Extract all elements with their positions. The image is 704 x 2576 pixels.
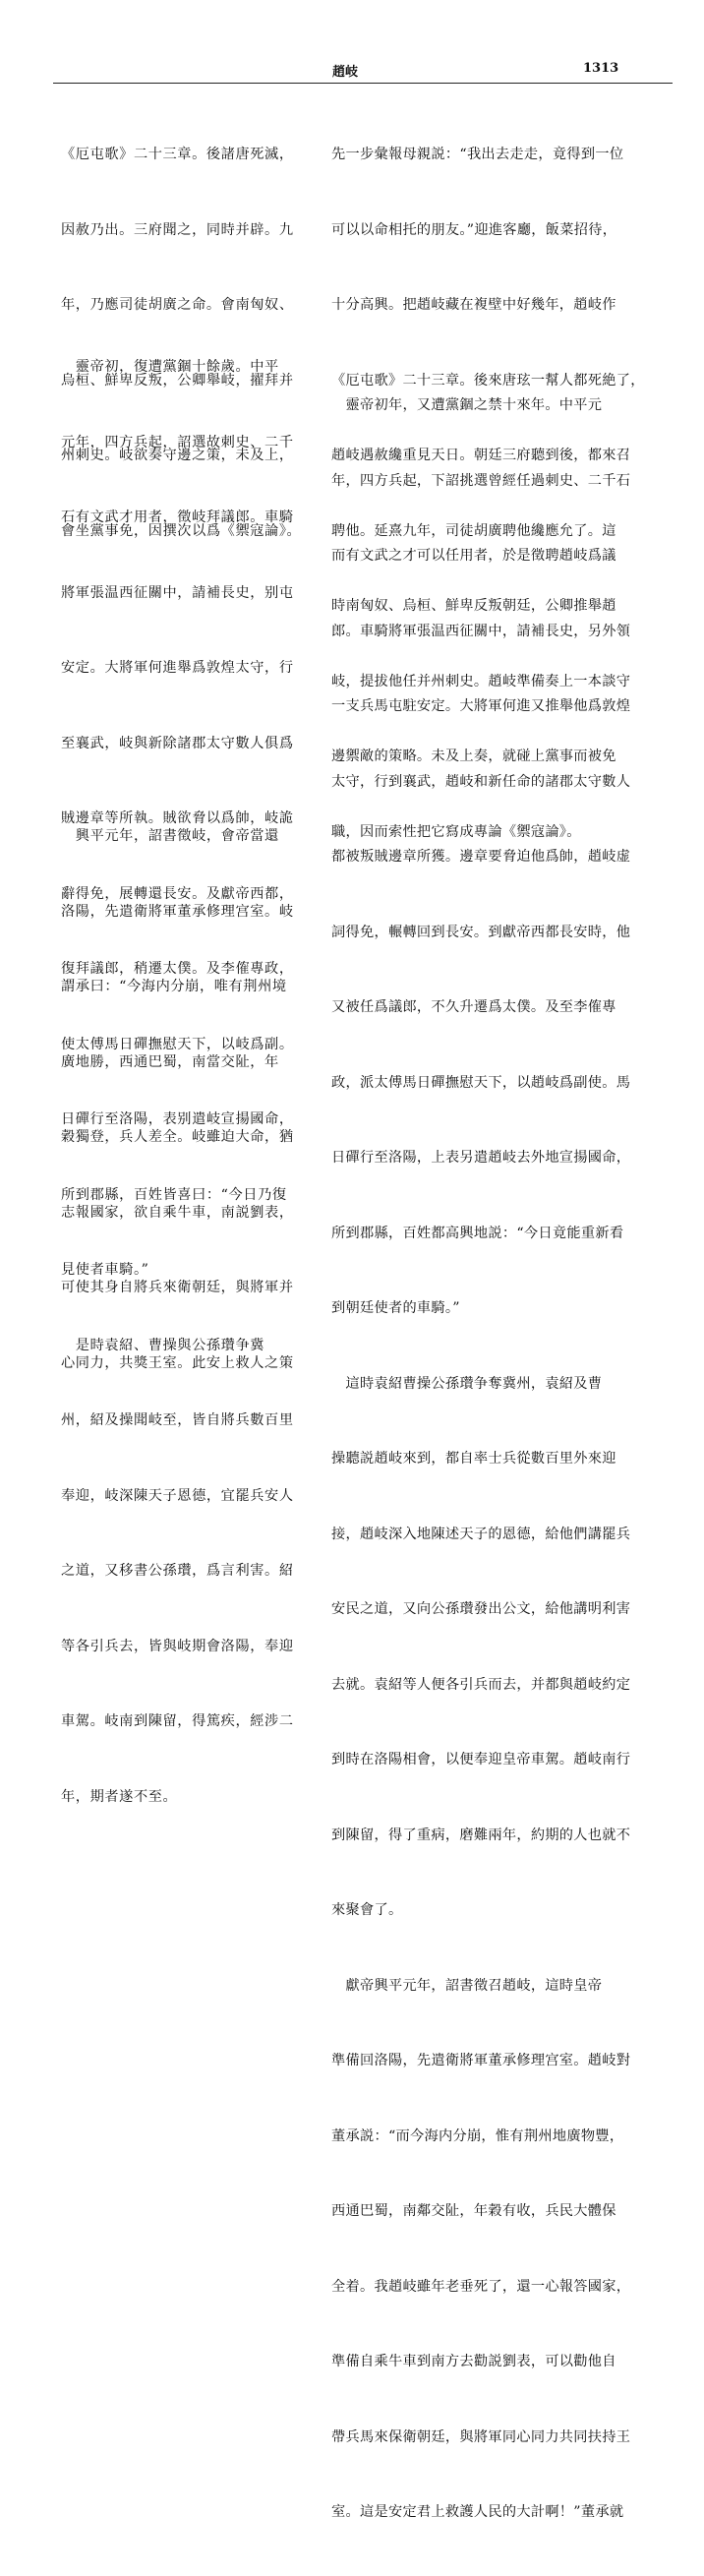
text-line: 來聚會了。 [331, 1902, 403, 1918]
text-line: 因赦乃出。三府聞之，同時并辟。九 [61, 221, 294, 238]
text-line: 去就。袁紹等人便各引兵而去，并都與趙岐約定 [331, 1676, 631, 1693]
text-line: 郎。車騎將軍張温西征關中，請補長史，另外領 [331, 623, 631, 639]
text-line: 帶兵馬來保衛朝廷，與將軍同心同力共同扶持王 [331, 2428, 631, 2445]
text-line: 州，紹及操聞岐至，皆自將兵數百里 [61, 1412, 294, 1428]
text-line: 可以以命相托的朋友。”迎進客廳，飯菜招待， [331, 221, 617, 238]
text-line: 時南匈奴、烏桓、鮮卑反叛朝廷，公卿推舉趙 [331, 598, 616, 614]
text-line: 賊邊章等所執。賊欲脅以爲帥，岐詭 [61, 810, 294, 826]
text-line: 獻帝興平元年，詔書徵召趙岐，這時皇帝 [331, 1977, 603, 1994]
text-line: 聘他。延熹九年，司徒胡廣聘他纔應允了。這 [331, 522, 616, 539]
text-line: 岐，提拔他任并州刺史。趙岐準備奏上一本談守 [331, 673, 631, 689]
text-line: 準備回洛陽，先遣衛將軍董承修理宫室。趙岐對 [331, 2053, 631, 2068]
text-line: 心同力，共獎王室。此安上救人之策 [61, 1354, 294, 1371]
page-number: 1313 [583, 61, 619, 76]
text-line: 都被叛賊邊章所獲。邊章要脅迫他爲帥，趙岐虚 [331, 849, 631, 865]
text-line: 穀獨登，兵人差全。岐雖迫大命，猶 [61, 1129, 294, 1145]
text-line: 日磾行至洛陽，上表另遣趙岐去外地宣揚國命， [331, 1150, 631, 1166]
text-line: 邊禦敵的策略。未及上奏，就碰上黨事而被免 [331, 749, 616, 764]
text-line: 年，乃應司徒胡廣之命。會南匈奴、 [61, 297, 294, 313]
text-line: 十分高興。把趙岐藏在複壁中好幾年，趙岐作 [331, 297, 616, 313]
text-line: 可使其身自將兵來衛朝廷，與將軍并 [61, 1280, 294, 1295]
text-line: 元年，四方兵起，詔選故刺史、二千 [61, 434, 294, 450]
text-line: 操聽説趙岐來到，都自率士兵從數百里外來迎 [331, 1451, 616, 1467]
header-rule [53, 83, 673, 84]
running-header-title: 趙岐 [332, 65, 359, 80]
text-line: 到朝廷使者的車騎。” [331, 1300, 460, 1316]
text-line: 而有文武之才可以任用者，於是徵聘趙岐爲議 [331, 548, 616, 564]
text-line: 所到郡縣，百姓皆喜曰：“今日乃復 [61, 1186, 287, 1203]
text-line: 靈帝初年，又遭黨錮之禁十來年。中平元 [331, 397, 603, 413]
text-line: 車駕。岐南到陳留，得篤疾，經涉二 [61, 1713, 294, 1729]
text-line: 石有文武才用者，徵岐拜議郎。車騎 [61, 509, 294, 525]
text-line: 又被任爲議郎，不久升遷爲太僕。及至李傕專 [331, 999, 616, 1015]
text-line: 到陳留，得了重病，磨難兩年，約期的人也就不 [331, 1827, 631, 1843]
text-line: 是時袁紹、曹操與公孫瓚争冀 [61, 1337, 265, 1353]
text-line: 洛陽，先遣衛將軍董承修理宫室。岐 [61, 903, 294, 920]
text-line: 復拜議郎，稍遷太僕。及李傕專政， [61, 961, 294, 977]
text-line: 至襄武，岐與新除諸郡太守數人俱爲 [61, 735, 294, 751]
text-line: 先一步彙報母親説：“我出去走走，竟得到一位 [331, 147, 624, 162]
text-line: 安民之道，又向公孫瓚發出公文，給他講明利害 [331, 1601, 631, 1617]
text-line: 安定。大將軍何進舉爲敦煌太守，行 [61, 660, 294, 676]
text-line: 詞得免，輾轉回到長安。到獻帝西都長安時，他 [331, 924, 631, 940]
text-line: 奉迎，岐深陳天子恩德，宜罷兵安人 [61, 1487, 294, 1504]
text-line: 州刺史。岐欲奏守邊之策，未及上， [61, 448, 294, 463]
text-line: 太守，行到襄武，趙岐和新任命的諸郡太守數人 [331, 773, 631, 790]
text-line: 辭得免，展轉還長安。及獻帝西都， [61, 885, 294, 902]
text-line: 《厄屯歌》二十三章。後諸唐死滅， [61, 147, 294, 162]
text-line: 烏桓、鮮卑反叛，公卿舉岐，擢拜并 [61, 372, 294, 389]
text-line: 這時袁紹曹操公孫瓚争奪冀州，袁紹及曹 [331, 1375, 603, 1392]
text-line: 等各引兵去，皆與岐期會洛陽，奉迎 [61, 1638, 294, 1654]
text-line: 政，派太傅馬日磾撫慰天下，以趙岐爲副使。馬 [331, 1074, 631, 1091]
text-line: 將軍張温西征關中，請補長史，别屯 [61, 584, 294, 601]
text-line: 職，因而索性把它寫成專論《禦寇論》。 [331, 823, 581, 840]
right-block-2 [331, 343, 630, 2576]
text-line: 興平元年，詔書徵岐，會帝當還 [61, 828, 279, 844]
text-line: 一支兵馬屯駐安定。大將軍何進又推舉他爲敦煌 [331, 698, 631, 714]
text-line: 董承説：“而今海内分崩，惟有荆州地廣物豐， [331, 2127, 624, 2144]
text-line: 會坐黨事免，因撰次以爲《禦寇論》。 [61, 522, 302, 539]
text-line: 使太傅馬日磾撫慰天下，以岐爲副。 [61, 1036, 294, 1052]
text-line: 西通巴蜀，南鄰交阯，年穀有收，兵民大體保 [331, 2203, 616, 2219]
text-line: 室。這是安定君上救護人民的大計啊！”董承就 [331, 2504, 624, 2520]
text-line: 見使者車騎。” [61, 1262, 149, 1278]
text-line: 之道，又移書公孫瓚，爲言利害。紹 [61, 1563, 294, 1579]
text-line: 準備自乘牛車到南方去勸説劉表，可以勸他自 [331, 2354, 616, 2369]
text-line: 年，期者遂不至。 [61, 1788, 178, 1805]
text-line: 謂承曰：“今海内分崩，唯有荆州境 [61, 979, 287, 994]
text-line: 廣地勝，西通巴蜀，南當交阯，年 [61, 1053, 279, 1070]
text-line: 趙岐遇赦纔重見天日。朝廷三府聽到後，都來召 [331, 448, 631, 463]
left-block-3 [61, 774, 294, 1426]
text-line: 《厄屯歌》二十三章。後來唐玹一幫人都死絶了， [331, 372, 645, 389]
left-column-classical-text [61, 92, 326, 1805]
text-line: 接，趙岐深入地陳述天子的恩德，給他們講罷兵 [331, 1526, 631, 1542]
text-line: 志報國家，欲自乘牛車，南説劉表， [61, 1204, 294, 1221]
text-line: 所到郡縣，百姓都高興地説：“今日竟能重新看 [331, 1225, 624, 1241]
right-column-translation [331, 92, 677, 2520]
text-line: 全着。我趙岐雖年老垂死了，還一心報答國家， [331, 2278, 631, 2295]
text-line: 到時在洛陽相會，以便奉迎皇帝車駕。趙岐南行 [331, 1752, 631, 1767]
text-line: 靈帝初，復遭黨錮十餘歲。中平 [61, 359, 279, 375]
text-line: 年，四方兵起，下詔挑選曾經任過刺史、二千石 [331, 472, 631, 489]
text-line: 日磾行至洛陽，表别遣岐宣揚國命， [61, 1111, 294, 1127]
